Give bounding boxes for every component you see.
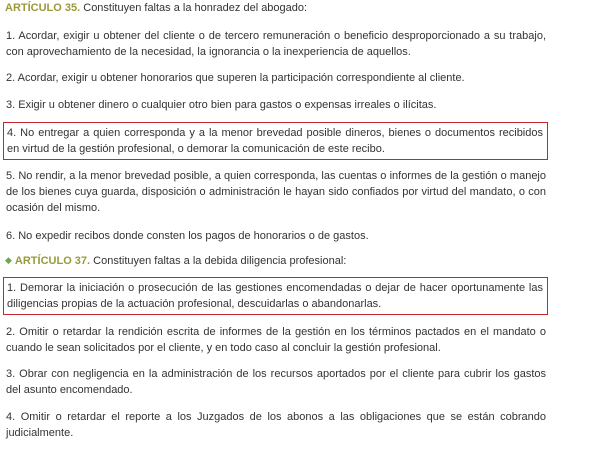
article-35-item-1: 1. Acordar, exigir u obtener del cliente o de tercero remuneración o beneficio desproporcionado a su trabajo, con aprovechamiento de la necesidad, la ignorancia o la inexperiencia de aquellos.	[6, 30, 546, 58]
article-37-item-4: 4. Omitir o retardar el reporte a los Juzgados de los abonos a las obligaciones que se están cobrando judicialmente.	[6, 411, 546, 439]
article-37-item-1-highlighted: 1. Demorar la iniciación o prosecución de las gestiones encomendadas o dejar de hacer oportunamente las diligencias propias de la actuación profesional, descuidarlas o abandonarlas.	[3, 277, 548, 315]
article-37-item-2: 2. Omitir o retardar la rendición escrita de informes de la gestión en los términos pactados en el mandato o cuando le sean solicitados por el cliente, y en todo caso al concluir la gestión profesional.	[6, 326, 546, 354]
article-35-item-5: 5. No rendir, a la menor brevedad posible, a quien corresponda, las cuentas o informes de la gestión o manejo de los bienes cuya guarda, disposición o administración le hayan sido confiados por virtud del mandato, o con ocasión del mismo.	[6, 170, 546, 214]
diamond-icon: ◆	[5, 255, 12, 265]
article-35-item-6: 6. No expedir recibos donde consten los pagos de honorarios o de gastos.	[6, 230, 369, 242]
article-37-heading	[5, 252, 346, 269]
article-35-item-4-highlighted: 4. No entregar a quien corresponda y a la menor brevedad posible dineros, bienes o documentos recibidos en virtud de la gestión profesional, o demorar la comunicación de este recibo.	[3, 122, 548, 160]
article-35-heading	[5, 0, 307, 16]
article-35-item-2: 2. Acordar, exigir u obtener honorarios que superen la participación correspondiente al cliente.	[6, 72, 465, 84]
article-37-intro: Constituyen faltas a la debida diligencia profesional:	[90, 255, 347, 267]
article-35-intro: Constituyen faltas a la honradez del abogado:	[80, 2, 308, 14]
article-37-item-3: 3. Obrar con negligencia en la administración de los recursos aportados por el cliente para cubrir los gastos del asunto encomendado.	[6, 368, 546, 396]
article-37-label: ARTÍCULO 37.	[14, 255, 91, 267]
article-35-item-3: 3. Exigir u obtener dinero o cualquier otro bien para gastos o expensas irreales o ilícitas.	[6, 99, 437, 111]
article-35-label: ARTÍCULO 35.	[5, 2, 81, 14]
